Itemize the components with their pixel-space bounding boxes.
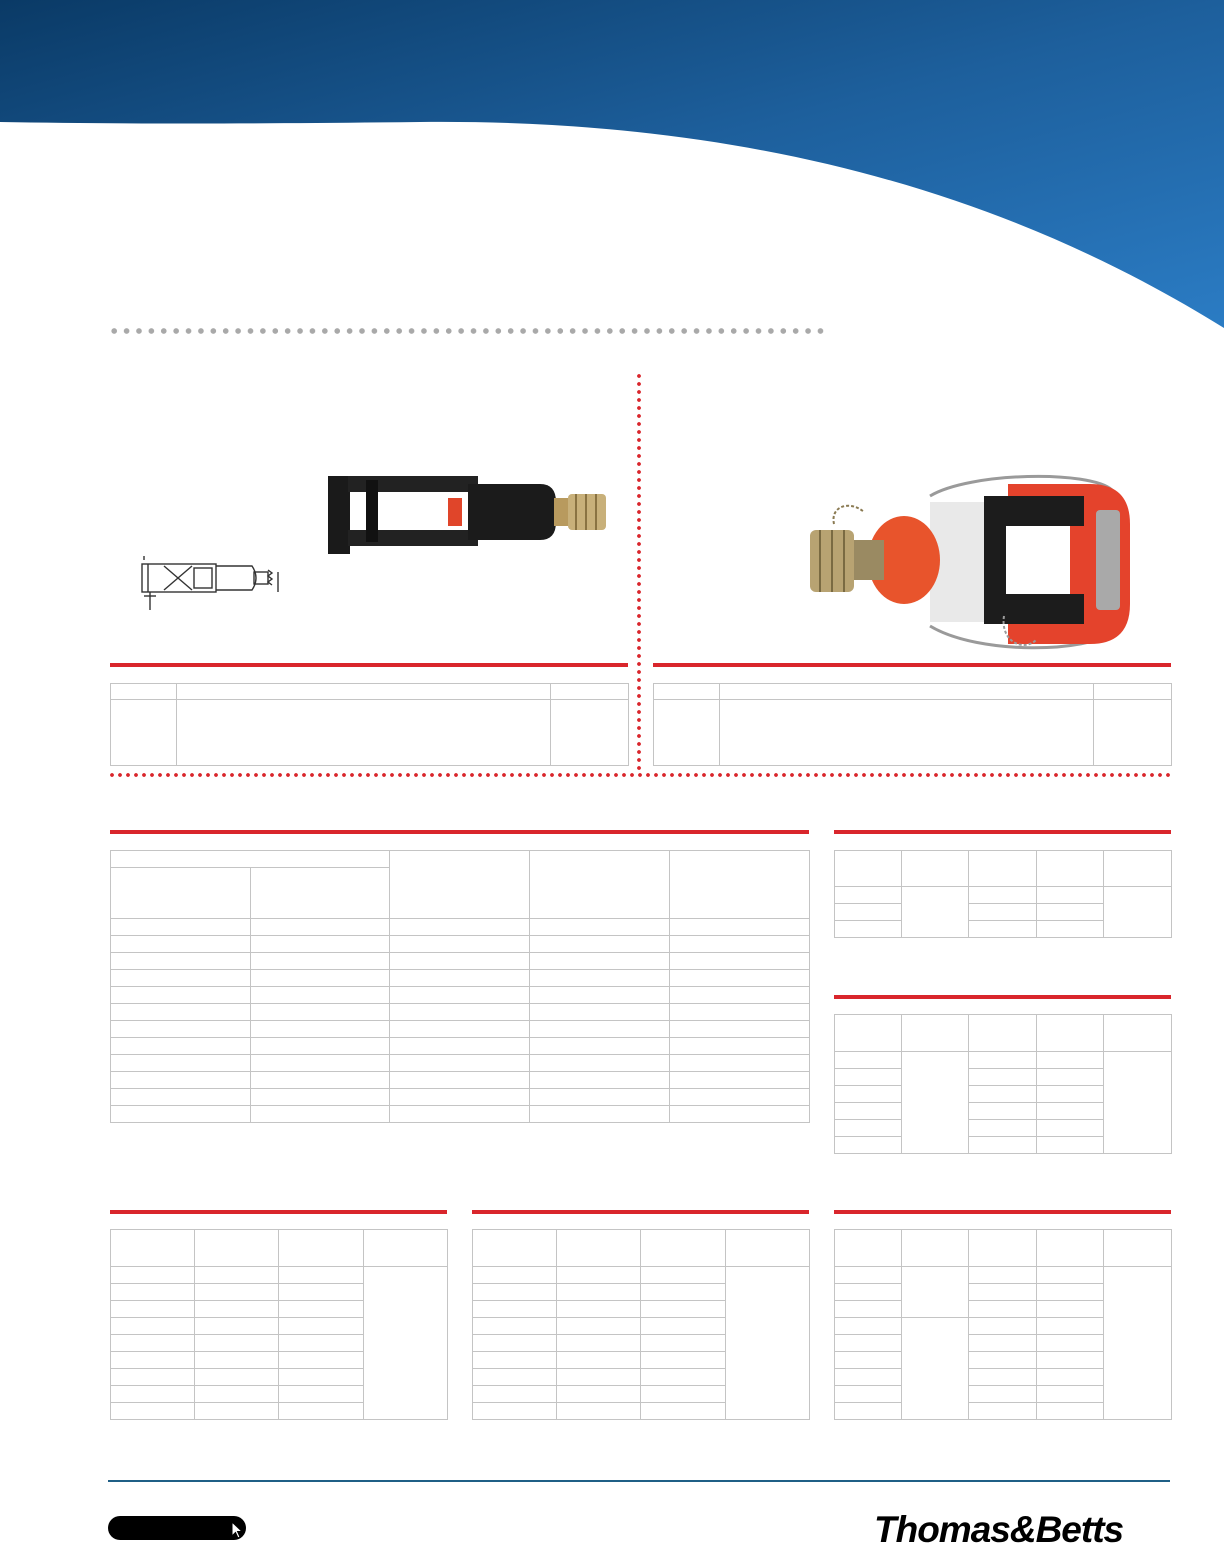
side-table-mid xyxy=(834,1014,1172,1154)
spec-table-left xyxy=(110,683,629,766)
bottom-table-c xyxy=(834,1229,1172,1420)
section-rule-bottom-c xyxy=(834,1210,1171,1214)
crimp-head-sketch-icon xyxy=(134,552,296,616)
pointer-cursor-icon xyxy=(231,1521,245,1539)
page-tab-pill xyxy=(108,1516,246,1540)
dotted-divider-horizontal xyxy=(108,772,1172,778)
spec-table-right xyxy=(653,683,1172,766)
bottom-table-a xyxy=(110,1229,448,1420)
dotted-divider-top xyxy=(108,327,830,335)
bottom-table-b xyxy=(472,1229,810,1420)
section-rule-main xyxy=(110,830,809,834)
section-rule-side-top xyxy=(834,830,1171,834)
header-banner xyxy=(0,0,1224,330)
section-rule-left xyxy=(110,663,628,667)
section-rule-bottom-a xyxy=(110,1210,447,1214)
footer-rule xyxy=(108,1480,1170,1482)
c-head-photo-icon xyxy=(790,466,1146,662)
section-rule-right xyxy=(653,663,1171,667)
section-rule-bottom-b xyxy=(472,1210,809,1214)
section-rule-side-mid xyxy=(834,995,1171,999)
dotted-divider-vertical xyxy=(636,372,642,772)
main-table xyxy=(110,850,810,1123)
side-table-top xyxy=(834,850,1172,938)
crimp-head-photo-icon xyxy=(318,468,618,560)
brand-logo: Thomas&Betts xyxy=(874,1509,1124,1550)
